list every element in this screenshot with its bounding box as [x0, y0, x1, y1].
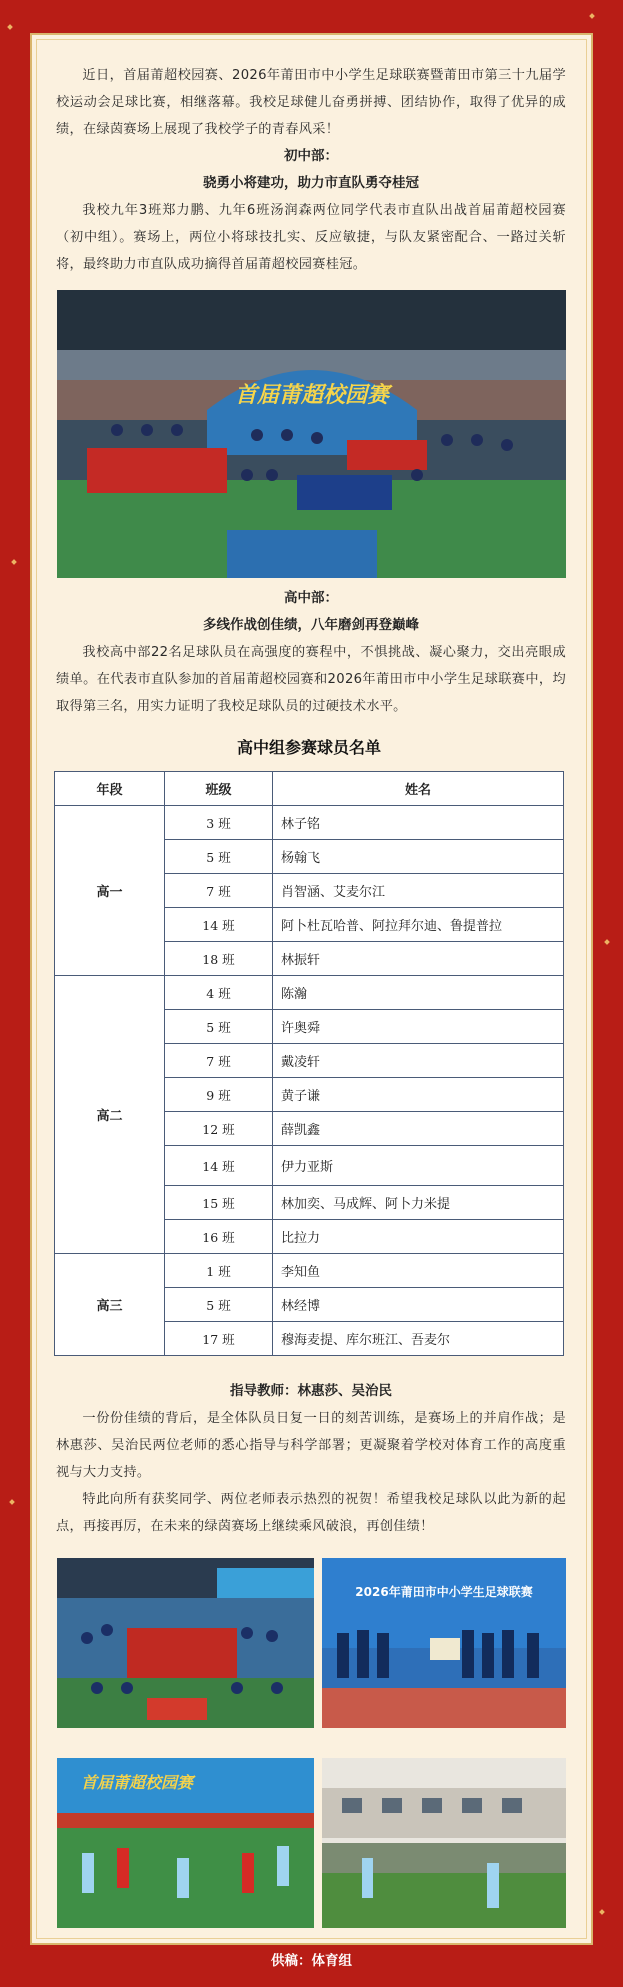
name-cell: 戴凌轩	[273, 1044, 564, 1078]
name-cell: 林经博	[273, 1288, 564, 1322]
closing-section	[56, 1378, 566, 1540]
roster-table	[54, 771, 564, 1356]
class-cell: 15 班	[165, 1186, 273, 1220]
team-photo-junior	[57, 290, 566, 578]
name-cell: 林子铭	[273, 806, 564, 840]
closing-paragraph-2: 特此向所有获奖同学、两位老师表示热烈的祝贺！希望我校足球队以此为新的起点，再接再厉，在未来的绿茵赛场上继续乘风破浪，再创佳绩！	[56, 1492, 566, 1534]
name-cell: 林振轩	[273, 942, 564, 976]
photo-banner-text: 2026年莆田市中小学生足球联赛	[355, 1585, 533, 1599]
sparkle-decor	[7, 24, 13, 30]
name-cell: 陈瀚	[273, 976, 564, 1010]
table-row	[55, 976, 564, 1010]
grade-cell: 高二	[55, 976, 165, 1254]
junior-heading: 初中部：	[284, 148, 338, 164]
photo-match-action-1	[57, 1758, 314, 1928]
footer-credit: 供稿：体育组	[271, 1953, 352, 1969]
roster-header-row	[55, 772, 564, 806]
name-cell: 黄子谦	[273, 1078, 564, 1112]
sparkle-decor	[599, 1909, 605, 1915]
name-cell: 林加奕、马成辉、阿卜力米提	[273, 1186, 564, 1220]
grade-cell: 高三	[55, 1254, 165, 1356]
class-cell: 5 班	[165, 840, 273, 874]
intro-section	[56, 62, 566, 278]
class-cell: 1 班	[165, 1254, 273, 1288]
header-class: 班级	[165, 772, 273, 806]
sparkle-decor	[11, 559, 17, 565]
closing-paragraph-1: 一份份佳绩的背后，是全体队员日复一日的刻苦训练，是赛场上的并肩作战；是林惠莎、吴治民两位老师的悉心指导与科学部署；更凝聚着学校对体育工作的高度重视与大力支持。	[56, 1411, 566, 1480]
name-cell: 薛凯鑫	[273, 1112, 564, 1146]
name-cell: 李知鱼	[273, 1254, 564, 1288]
name-cell: 杨翰飞	[273, 840, 564, 874]
class-cell: 16 班	[165, 1220, 273, 1254]
roster-section	[54, 735, 564, 1356]
photo-banner-text: 首届莆超校园赛	[80, 1773, 194, 1792]
table-row	[55, 806, 564, 840]
intro-paragraph: 近日，首届莆超校园赛、2026年莆田市中小学生足球联赛暨莆田市第三十九届学校运动会足球比赛，相继落幕。我校足球健儿奋勇拼搏、团结协作，取得了优异的成绩，在绿茵赛场上展现了我校学子的青春风采！	[56, 68, 566, 137]
class-cell: 18 班	[165, 942, 273, 976]
senior-paragraph: 我校高中部22名足球队员在高强度的赛程中，不惧挑战、凝心聚力，交出亮眼成绩单。在代表市直队参加的首届莆超校园赛和2026年莆田市中小学生足球联赛中，均取得第三名，用实力证明了我校足球队员的过硬技术水平。	[56, 645, 566, 714]
class-cell: 17 班	[165, 1322, 273, 1356]
class-cell: 5 班	[165, 1010, 273, 1044]
senior-subheading: 多线作战创佳绩，八年磨剑再登巅峰	[203, 617, 419, 633]
sparkle-decor	[589, 13, 595, 19]
class-cell: 5 班	[165, 1288, 273, 1322]
photo-team-banner	[57, 1558, 314, 1728]
banner-text: 首届莆超校园赛	[234, 383, 390, 408]
header-grade: 年段	[55, 772, 165, 806]
class-cell: 12 班	[165, 1112, 273, 1146]
junior-paragraph: 我校九年3班郑力鹏、九年6班汤润森两位同学代表市直队出战首届莆超校园赛（初中组）。赛场上，两位小将球技扎实、反应敏捷，与队友紧密配合、一路过关斩将，最终助力市直队成功摘得首届莆超校园赛桂冠。	[56, 203, 566, 272]
sparkle-decor	[9, 1499, 15, 1505]
class-cell: 4 班	[165, 976, 273, 1010]
name-cell: 比拉力	[273, 1220, 564, 1254]
class-cell: 14 班	[165, 1146, 273, 1186]
coaches-line: 指导教师：林惠莎、吴治民	[230, 1383, 392, 1399]
name-cell: 穆海麦提、库尔班江、吾麦尔	[273, 1322, 564, 1356]
name-cell: 伊力亚斯	[273, 1146, 564, 1186]
roster-title: 高中组参赛球员名单	[236, 738, 381, 757]
name-cell: 许奥舜	[273, 1010, 564, 1044]
photo-league-award	[322, 1558, 566, 1728]
name-cell: 肖智涵、艾麦尔江	[273, 874, 564, 908]
class-cell: 9 班	[165, 1078, 273, 1112]
junior-subheading: 骁勇小将建功，助力市直队勇夺桂冠	[203, 175, 419, 191]
senior-heading: 高中部：	[284, 590, 338, 606]
photo-match-action-2	[322, 1758, 566, 1928]
senior-section	[56, 585, 566, 720]
class-cell: 7 班	[165, 874, 273, 908]
class-cell: 7 班	[165, 1044, 273, 1078]
grade-cell: 高一	[55, 806, 165, 976]
class-cell: 3 班	[165, 806, 273, 840]
header-name: 姓名	[273, 772, 564, 806]
class-cell: 14 班	[165, 908, 273, 942]
sparkle-decor	[604, 939, 610, 945]
name-cell: 阿卜杜瓦哈普、阿拉拜尔迪、鲁提普拉	[273, 908, 564, 942]
table-row	[55, 1254, 564, 1288]
